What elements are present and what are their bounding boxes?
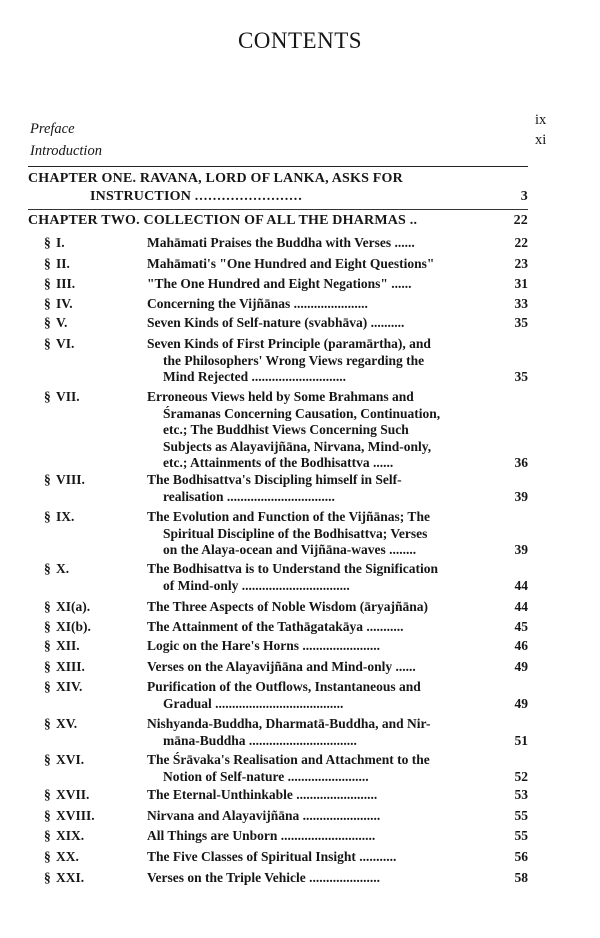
section-number: IX. [56,509,75,524]
section-sign: § [44,787,51,802]
section-sign: § [44,276,51,291]
section-title [147,870,492,887]
section-title [147,336,492,386]
section-number: XVIII. [56,808,95,823]
section-page: 46 [514,638,528,653]
section-number: XX. [56,849,79,864]
section-page: 39 [514,488,528,504]
section-title-line: Seven Kinds of First Principle (paramārtha), and [147,336,431,351]
chapter-page: 22 [513,213,528,228]
front-matter-label[interactable]: Introduction [30,143,102,159]
section-number: XXI. [56,870,85,885]
section-page: 45 [514,619,528,634]
section-title [147,752,492,785]
section-page: 53 [514,787,528,802]
section-title [147,296,492,313]
section-title-line: Gradual ...................................... [163,695,344,711]
section-title [147,599,492,616]
section-title [147,509,492,559]
divider [28,166,528,167]
section-title-line: Nirvana and Alayavijñāna ....................... [147,808,381,823]
section-title-line: Nishyanda-Buddha, Dharmatā-Buddha, and Nir- [147,716,431,731]
section-number: VI. [56,336,75,351]
section-page: 36 [514,455,528,471]
section-sign: § [44,716,51,731]
section-title-line: etc.; The Buddhist Views Concerning Such [163,422,409,438]
section-title [147,561,492,594]
section-page: 44 [514,599,528,614]
section-title-line: Mahāmati Praises the Buddha with Verses ...... [147,235,415,250]
section-number: XIV. [56,679,83,694]
section-title-line: The Bodhisattva's Discipling himself in Self- [147,472,402,487]
section-title-line: Mind Rejected ............................ [163,369,346,385]
section-number: V. [56,315,68,330]
front-matter-page: xi [535,132,547,148]
section-title [147,808,492,825]
section-sign: § [44,296,51,311]
section-title-line: The Attainment of the Tathāgatakāya ........... [147,619,404,634]
section-title-line: Notion of Self-nature ........................ [163,768,369,784]
dot-leader: ........................ [194,189,303,204]
section-sign: § [44,659,51,674]
chapter-title: CHAPTER TWO. COLLECTION OF ALL THE DHARMAS .. [28,213,418,228]
section-title-line: the Philosophers' Wrong Views regarding the [163,352,425,368]
section-sign: § [44,235,51,250]
section-title-line: Purification of the Outflows, Instantaneous and [147,679,421,694]
section-title-line: Logic on the Hare's Horns ....................... [147,638,381,653]
section-title-line: of Mind-only ................................ [163,577,350,593]
page-title: CONTENTS [237,28,363,53]
section-page: 51 [514,732,528,748]
section-title [147,389,492,472]
section-page: 58 [514,870,528,885]
section-number: XIII. [56,659,85,674]
section-number: XVI. [56,752,85,767]
section-title-line: The Eternal-Unthinkable ........................ [147,787,378,802]
section-title-line: The Śrāvaka's Realisation and Attachment to the [147,752,430,767]
section-number: XI(a). [56,599,91,614]
section-page: 56 [514,849,528,864]
section-page: 55 [514,808,528,823]
chapter-entry[interactable] [28,212,528,230]
section-title [147,828,492,845]
section-sign: § [44,808,51,823]
section-title-line: māna-Buddha ................................ [163,732,357,748]
chapter-title: CHAPTER ONE. RAVANA, LORD OF LANKA, ASKS FOR [28,171,403,186]
section-page: 52 [514,768,528,784]
section-title-line: The Five Classes of Spiritual Insight ........... [147,849,397,864]
divider [28,209,528,210]
section-page: 55 [514,828,528,843]
section-page: 44 [514,577,528,593]
section-title [147,256,492,273]
section-title [147,849,492,866]
section-title [147,787,492,804]
section-number: II. [56,256,70,271]
section-title [147,716,492,749]
chapter-title-continued: INSTRUCTION ........................ [90,189,303,204]
chapter-entry[interactable] [28,170,528,206]
front-matter-page: ix [535,112,547,128]
section-title [147,679,492,712]
section-number: XIX. [56,828,85,843]
section-title-line: Erroneous Views held by Some Brahmans and [147,389,414,404]
section-title [147,472,492,505]
section-title-line: Subjects as Alayavijñāna, Nirvana, Mind-only, [163,438,432,454]
section-page: 49 [514,659,528,674]
section-title-line: Verses on the Alayavijñāna and Mind-only ...... [147,659,416,674]
section-number: III. [56,276,76,291]
section-sign: § [44,336,51,351]
section-title [147,235,492,252]
section-title [147,619,492,636]
section-sign: § [44,389,51,404]
section-page: 39 [514,542,528,558]
section-sign: § [44,315,51,330]
section-title-line: etc.; Attainments of the Bodhisattva ...... [163,455,394,471]
section-title [147,276,492,293]
section-page: 35 [514,369,528,385]
section-sign: § [44,828,51,843]
section-sign: § [44,509,51,524]
section-number: I. [56,235,65,250]
section-page: 33 [514,296,528,311]
section-title-line: Spiritual Discipline of the Bodhisattva; Verses [163,525,428,541]
section-sign: § [44,638,51,653]
section-title [147,315,492,332]
section-number: XVII. [56,787,90,802]
section-title-line: Śramanas Concerning Causation, Continuation, [163,405,441,421]
section-number: XI(b). [56,619,91,634]
section-number: IV. [56,296,73,311]
section-number: VII. [56,389,80,404]
section-sign: § [44,472,51,487]
section-title-line: The Bodhisattva is to Understand the Signification [147,561,439,576]
section-title-line: Mahāmati's "One Hundred and Eight Questions" [147,256,435,271]
section-sign: § [44,256,51,271]
section-title-line: on the Alaya-ocean and Vijñāna-waves ........ [163,542,417,558]
section-sign: § [44,619,51,634]
section-page: 22 [514,235,528,250]
section-title-line: "The One Hundred and Eight Negations" ...... [147,276,412,291]
section-title-line: The Evolution and Function of the Vijñānas; The [147,509,430,524]
section-page: 31 [514,276,528,291]
section-sign: § [44,679,51,694]
section-sign: § [44,752,51,767]
section-sign: § [44,870,51,885]
section-number: X. [56,561,70,576]
section-title-line: The Three Aspects of Noble Wisdom (āryajñāna) [147,599,429,614]
section-title [147,659,492,676]
section-title-line: Seven Kinds of Self-nature (svabhāva) .......... [147,315,405,330]
front-matter-label[interactable]: Preface [30,121,75,137]
section-title-line: All Things are Unborn ............................ [147,828,376,843]
section-sign: § [44,849,51,864]
section-sign: § [44,599,51,614]
section-page: 49 [514,695,528,711]
section-title-line: Verses on the Triple Vehicle ..................... [147,870,381,885]
section-sign: § [44,561,51,576]
section-number: XII. [56,638,80,653]
chapter-page: 3 [520,189,528,204]
section-page: 35 [514,315,528,330]
section-number: VIII. [56,472,85,487]
section-title-line: realisation ................................ [163,488,335,504]
section-title-line: Concerning the Vijñānas ...................... [147,296,368,311]
section-page: 23 [514,256,528,271]
section-title [147,638,492,655]
section-number: XV. [56,716,78,731]
